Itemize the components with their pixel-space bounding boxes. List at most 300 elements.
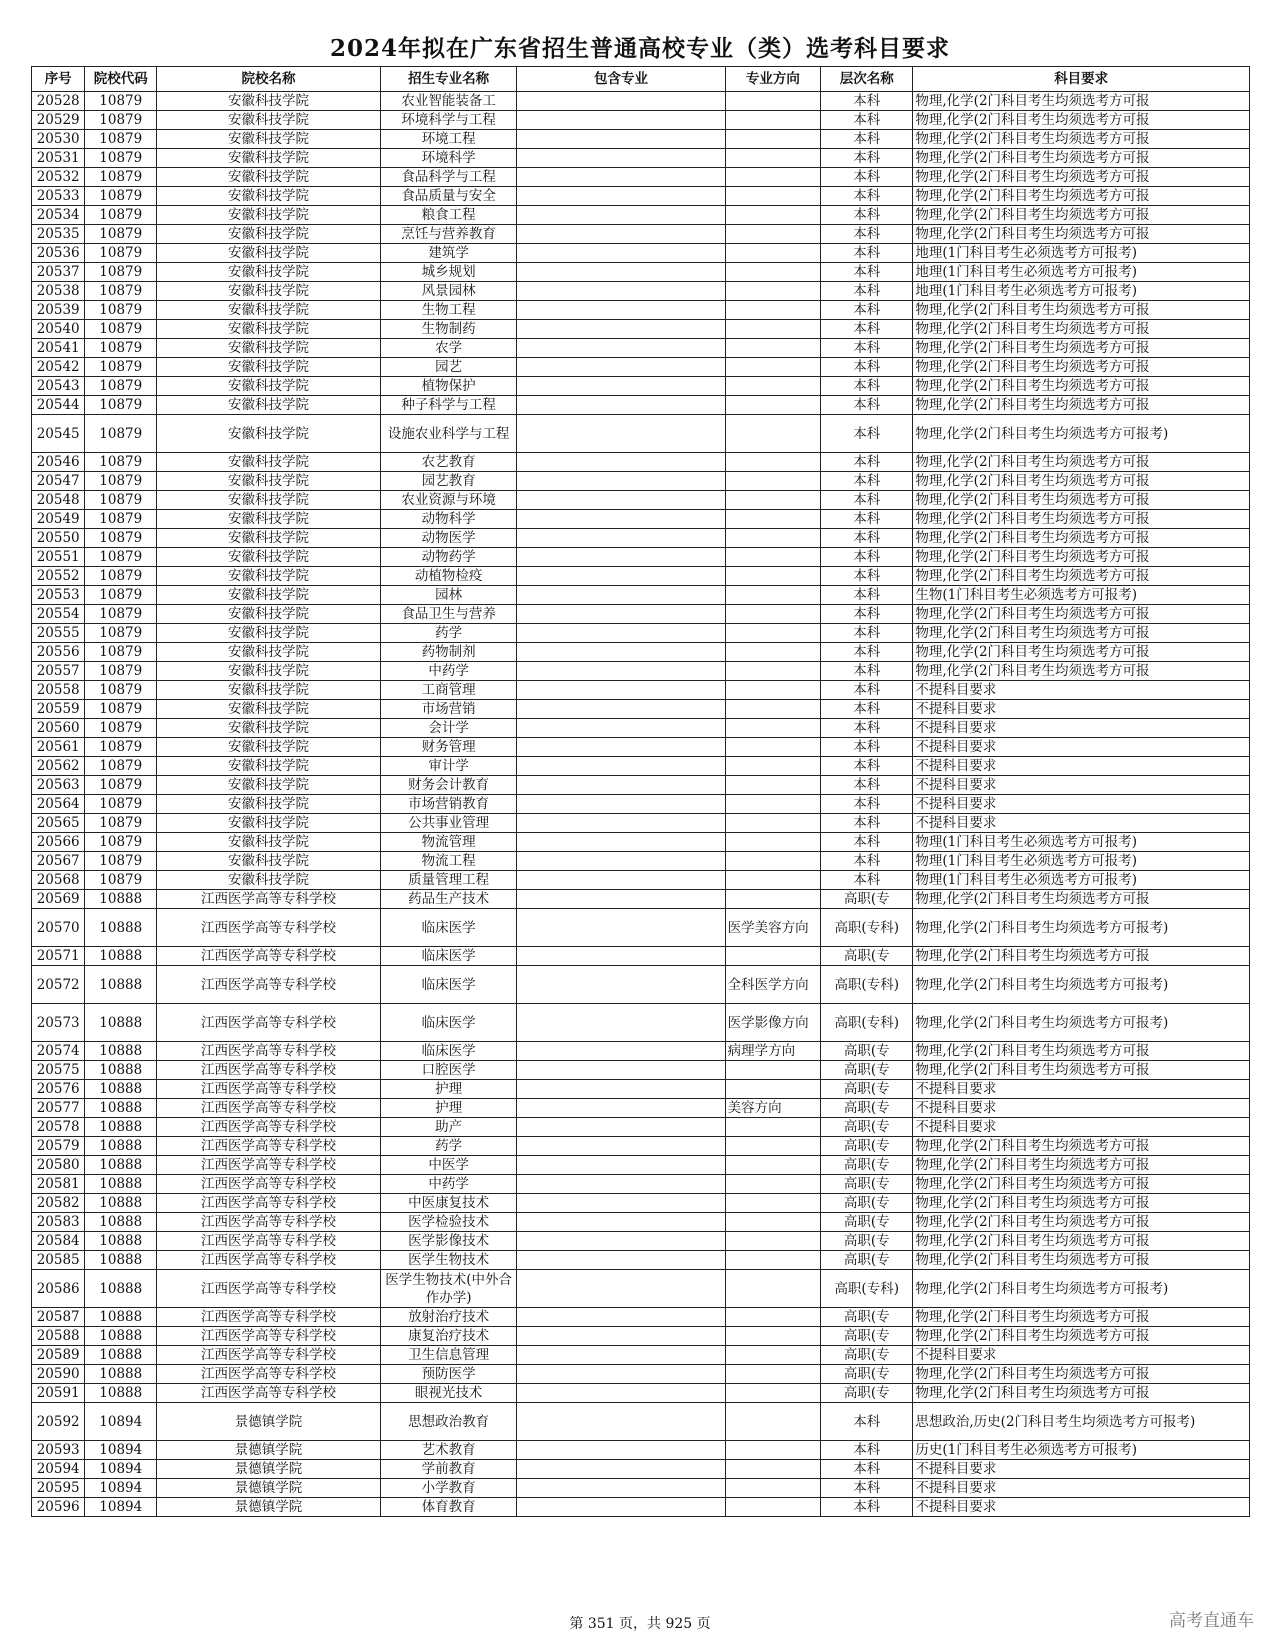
- cell-serial: 20586: [32, 1270, 85, 1308]
- cell-included-majors: [517, 605, 725, 624]
- cell-major-direction: [725, 1441, 820, 1460]
- cell-subject-requirement: 不提科目要求: [913, 1080, 1250, 1099]
- cell-included-majors: [517, 301, 725, 320]
- cell-serial: 20548: [32, 491, 85, 510]
- cell-level: 本科: [821, 776, 913, 795]
- cell-subject-requirement: 物理,化学(2门科目考生均须选考方可报: [913, 890, 1250, 909]
- table-row: [32, 1118, 1250, 1137]
- cell-subject-requirement: 物理,化学(2门科目考生均须选考方可报: [913, 453, 1250, 472]
- cell-level: 本科: [821, 795, 913, 814]
- cell-included-majors: [517, 358, 725, 377]
- cell-school-name: 安徽科技学院: [157, 453, 381, 472]
- cell-included-majors: [517, 757, 725, 776]
- cell-included-majors: [517, 1080, 725, 1099]
- table-row: [32, 1042, 1250, 1061]
- cell-included-majors: [517, 567, 725, 586]
- cell-school-code: 10879: [85, 263, 157, 282]
- cell-major-direction: [725, 757, 820, 776]
- cell-major-name: 植物保护: [380, 377, 516, 396]
- cell-school-name: 景德镇学院: [157, 1498, 381, 1517]
- corner-watermark-text: 高考直通车: [1169, 1611, 1254, 1631]
- cell-major-direction: [725, 396, 820, 415]
- header-level: 层次名称: [821, 67, 913, 92]
- cell-school-name: 江西医学高等专科学校: [157, 1365, 381, 1384]
- table-row: [32, 833, 1250, 852]
- cell-major-direction: [725, 548, 820, 567]
- cell-school-name: 安徽科技学院: [157, 377, 381, 396]
- cell-school-name: 江西医学高等专科学校: [157, 1099, 381, 1118]
- cell-school-code: 10879: [85, 415, 157, 453]
- cell-school-name: 安徽科技学院: [157, 472, 381, 491]
- cell-serial: 20534: [32, 206, 85, 225]
- cell-school-code: 10879: [85, 244, 157, 263]
- cell-subject-requirement: 物理,化学(2门科目考生均须选考方可报: [913, 339, 1250, 358]
- cell-major-name: 农业资源与环境: [380, 491, 516, 510]
- cell-school-code: 10879: [85, 567, 157, 586]
- cell-included-majors: [517, 586, 725, 605]
- cell-included-majors: [517, 263, 725, 282]
- cell-serial: 20536: [32, 244, 85, 263]
- header-subject-requirement: 科目要求: [913, 67, 1250, 92]
- cell-major-direction: 医学美容方向: [725, 909, 820, 947]
- cell-school-name: 景德镇学院: [157, 1460, 381, 1479]
- cell-level: 本科: [821, 529, 913, 548]
- cell-included-majors: [517, 548, 725, 567]
- cell-major-direction: [725, 1118, 820, 1137]
- cell-serial: 20538: [32, 282, 85, 301]
- cell-serial: 20576: [32, 1080, 85, 1099]
- cell-level: 本科: [821, 833, 913, 852]
- cell-school-code: 10894: [85, 1403, 157, 1441]
- cell-school-name: 安徽科技学院: [157, 149, 381, 168]
- cell-school-name: 安徽科技学院: [157, 396, 381, 415]
- cell-subject-requirement: 不提科目要求: [913, 738, 1250, 757]
- cell-included-majors: [517, 795, 725, 814]
- cell-subject-requirement: 物理,化学(2门科目考生均须选考方可报: [913, 605, 1250, 624]
- cell-school-name: 江西医学高等专科学校: [157, 947, 381, 966]
- cell-level: 本科: [821, 377, 913, 396]
- cell-major-direction: [725, 567, 820, 586]
- cell-major-direction: [725, 1251, 820, 1270]
- cell-serial: 20595: [32, 1479, 85, 1498]
- table-row: [32, 187, 1250, 206]
- cell-serial: 20553: [32, 586, 85, 605]
- table-row: [32, 377, 1250, 396]
- cell-subject-requirement: 物理,化学(2门科目考生均须选考方可报: [913, 1308, 1250, 1327]
- cell-major-direction: [725, 947, 820, 966]
- cell-major-direction: [725, 624, 820, 643]
- cell-serial: 20568: [32, 871, 85, 890]
- cell-included-majors: [517, 1175, 725, 1194]
- cell-level: 本科: [821, 510, 913, 529]
- cell-major-name: 学前教育: [380, 1460, 516, 1479]
- cell-school-code: 10879: [85, 757, 157, 776]
- cell-serial: 20556: [32, 643, 85, 662]
- cell-level: 高职(专科): [821, 1004, 913, 1042]
- cell-major-name: 药学: [380, 624, 516, 643]
- table-row: [32, 852, 1250, 871]
- cell-major-name: 环境工程: [380, 130, 516, 149]
- cell-major-name: 卫生信息管理: [380, 1346, 516, 1365]
- cell-school-code: 10879: [85, 605, 157, 624]
- cell-subject-requirement: 物理,化学(2门科目考生均须选考方可报: [913, 567, 1250, 586]
- cell-level: 本科: [821, 168, 913, 187]
- cell-major-name: 食品卫生与营养: [380, 605, 516, 624]
- cell-level: 本科: [821, 871, 913, 890]
- cell-subject-requirement: 不提科目要求: [913, 1099, 1250, 1118]
- cell-included-majors: [517, 111, 725, 130]
- cell-serial: 20581: [32, 1175, 85, 1194]
- cell-serial: 20579: [32, 1137, 85, 1156]
- cell-major-direction: [725, 871, 820, 890]
- cell-included-majors: [517, 1251, 725, 1270]
- cell-serial: 20532: [32, 168, 85, 187]
- cell-major-name: 建筑学: [380, 244, 516, 263]
- cell-major-name: 动植物检疫: [380, 567, 516, 586]
- cell-major-name: 会计学: [380, 719, 516, 738]
- cell-serial: 20558: [32, 681, 85, 700]
- cell-major-name: 医学生物技术(中外合作办学): [380, 1270, 516, 1308]
- table-row: [32, 529, 1250, 548]
- cell-major-name: 工商管理: [380, 681, 516, 700]
- cell-school-name: 安徽科技学院: [157, 320, 381, 339]
- cell-major-direction: [725, 1080, 820, 1099]
- cell-included-majors: [517, 225, 725, 244]
- cell-major-direction: [725, 491, 820, 510]
- cell-school-code: 10879: [85, 225, 157, 244]
- cell-school-code: 10888: [85, 890, 157, 909]
- cell-serial: 20551: [32, 548, 85, 567]
- cell-school-name: 江西医学高等专科学校: [157, 1175, 381, 1194]
- cell-level: 高职(专: [821, 1061, 913, 1080]
- cell-level: 本科: [821, 719, 913, 738]
- cell-subject-requirement: 物理,化学(2门科目考生均须选考方可报: [913, 377, 1250, 396]
- cell-major-direction: [725, 1308, 820, 1327]
- cell-school-code: 10879: [85, 111, 157, 130]
- cell-major-name: 眼视光技术: [380, 1384, 516, 1403]
- cell-major-name: 生物制药: [380, 320, 516, 339]
- cell-school-name: 景德镇学院: [157, 1441, 381, 1460]
- cell-major-name: 公共事业管理: [380, 814, 516, 833]
- cell-included-majors: [517, 1042, 725, 1061]
- cell-school-name: 安徽科技学院: [157, 225, 381, 244]
- cell-major-direction: 病理学方向: [725, 1042, 820, 1061]
- cell-major-name: 环境科学: [380, 149, 516, 168]
- cell-major-name: 中药学: [380, 662, 516, 681]
- cell-school-code: 10888: [85, 1308, 157, 1327]
- cell-serial: 20552: [32, 567, 85, 586]
- cell-major-name: 烹饪与营养教育: [380, 225, 516, 244]
- cell-major-name: 动物科学: [380, 510, 516, 529]
- cell-serial: 20557: [32, 662, 85, 681]
- cell-school-code: 10879: [85, 510, 157, 529]
- cell-major-direction: [725, 814, 820, 833]
- cell-serial: 20591: [32, 1384, 85, 1403]
- cell-major-direction: [725, 263, 820, 282]
- cell-serial: 20577: [32, 1099, 85, 1118]
- table-row: [32, 548, 1250, 567]
- cell-subject-requirement: 物理,化学(2门科目考生均须选考方可报考): [913, 909, 1250, 947]
- cell-school-name: 安徽科技学院: [157, 586, 381, 605]
- cell-school-code: 10888: [85, 1042, 157, 1061]
- cell-major-name: 康复治疗技术: [380, 1327, 516, 1346]
- cell-level: 本科: [821, 491, 913, 510]
- cell-school-name: 安徽科技学院: [157, 415, 381, 453]
- cell-level: 高职(专: [821, 1213, 913, 1232]
- cell-major-name: 药品生产技术: [380, 890, 516, 909]
- cell-major-direction: [725, 1346, 820, 1365]
- cell-included-majors: [517, 453, 725, 472]
- cell-level: 本科: [821, 1403, 913, 1441]
- cell-level: 本科: [821, 206, 913, 225]
- cell-serial: 20565: [32, 814, 85, 833]
- subject-requirements-table: [31, 66, 1250, 1517]
- cell-subject-requirement: 物理,化学(2门科目考生均须选考方可报: [913, 1384, 1250, 1403]
- cell-school-name: 江西医学高等专科学校: [157, 1004, 381, 1042]
- cell-major-direction: [725, 662, 820, 681]
- cell-serial: 20570: [32, 909, 85, 947]
- cell-school-name: 安徽科技学院: [157, 282, 381, 301]
- cell-subject-requirement: 物理,化学(2门科目考生均须选考方可报: [913, 643, 1250, 662]
- cell-subject-requirement: 物理,化学(2门科目考生均须选考方可报: [913, 111, 1250, 130]
- cell-major-direction: [725, 529, 820, 548]
- cell-major-direction: [725, 1194, 820, 1213]
- cell-major-name: 体育教育: [380, 1498, 516, 1517]
- cell-school-code: 10879: [85, 187, 157, 206]
- cell-included-majors: [517, 491, 725, 510]
- cell-level: 高职(专: [821, 1194, 913, 1213]
- table-row: [32, 206, 1250, 225]
- table-row: [32, 567, 1250, 586]
- cell-school-name: 江西医学高等专科学校: [157, 1270, 381, 1308]
- cell-school-name: 安徽科技学院: [157, 757, 381, 776]
- cell-level: 本科: [821, 662, 913, 681]
- cell-level: 高职(专: [821, 890, 913, 909]
- cell-included-majors: [517, 966, 725, 1004]
- header-school-name: 院校名称: [157, 67, 381, 92]
- cell-level: 本科: [821, 244, 913, 263]
- cell-school-name: 安徽科技学院: [157, 92, 381, 111]
- cell-level: 本科: [821, 814, 913, 833]
- cell-school-code: 10879: [85, 852, 157, 871]
- cell-serial: 20554: [32, 605, 85, 624]
- cell-major-name: 风景园林: [380, 282, 516, 301]
- cell-major-direction: [725, 339, 820, 358]
- cell-level: 高职(专: [821, 1232, 913, 1251]
- cell-subject-requirement: 物理,化学(2门科目考生均须选考方可报: [913, 320, 1250, 339]
- cell-serial: 20585: [32, 1251, 85, 1270]
- cell-included-majors: [517, 1365, 725, 1384]
- cell-subject-requirement: 物理(1门科目考生必须选考方可报考): [913, 852, 1250, 871]
- cell-major-name: 临床医学: [380, 909, 516, 947]
- cell-level: 本科: [821, 339, 913, 358]
- cell-serial: 20571: [32, 947, 85, 966]
- table-row: [32, 358, 1250, 377]
- cell-major-name: 临床医学: [380, 1042, 516, 1061]
- cell-school-name: 安徽科技学院: [157, 529, 381, 548]
- cell-school-name: 安徽科技学院: [157, 643, 381, 662]
- cell-serial: 20541: [32, 339, 85, 358]
- cell-school-name: 江西医学高等专科学校: [157, 890, 381, 909]
- cell-level: 本科: [821, 1479, 913, 1498]
- cell-school-code: 10888: [85, 1213, 157, 1232]
- cell-school-name: 江西医学高等专科学校: [157, 1308, 381, 1327]
- cell-level: 本科: [821, 111, 913, 130]
- cell-included-majors: [517, 1308, 725, 1327]
- table-row: [32, 225, 1250, 244]
- cell-major-direction: 美容方向: [725, 1099, 820, 1118]
- cell-school-code: 10879: [85, 206, 157, 225]
- cell-level: 本科: [821, 149, 913, 168]
- cell-included-majors: [517, 377, 725, 396]
- table-row: [32, 776, 1250, 795]
- cell-school-name: 安徽科技学院: [157, 206, 381, 225]
- cell-major-direction: [725, 586, 820, 605]
- cell-included-majors: [517, 909, 725, 947]
- cell-school-code: 10879: [85, 472, 157, 491]
- table-row: [32, 1061, 1250, 1080]
- cell-level: 本科: [821, 472, 913, 491]
- cell-school-name: 江西医学高等专科学校: [157, 1080, 381, 1099]
- cell-major-name: 临床医学: [380, 966, 516, 1004]
- cell-included-majors: [517, 244, 725, 263]
- cell-subject-requirement: 物理,化学(2门科目考生均须选考方可报: [913, 1232, 1250, 1251]
- cell-level: 本科: [821, 567, 913, 586]
- cell-major-direction: [725, 643, 820, 662]
- cell-major-name: 粮食工程: [380, 206, 516, 225]
- cell-school-code: 10879: [85, 282, 157, 301]
- cell-major-name: 农业智能装备工: [380, 92, 516, 111]
- cell-major-name: 物流管理: [380, 833, 516, 852]
- cell-included-majors: [517, 776, 725, 795]
- cell-included-majors: [517, 1327, 725, 1346]
- cell-serial: 20559: [32, 700, 85, 719]
- cell-school-name: 安徽科技学院: [157, 111, 381, 130]
- cell-major-direction: [725, 1365, 820, 1384]
- cell-major-name: 动物医学: [380, 529, 516, 548]
- cell-school-name: 安徽科技学院: [157, 130, 381, 149]
- cell-included-majors: [517, 168, 725, 187]
- cell-subject-requirement: 物理,化学(2门科目考生均须选考方可报: [913, 947, 1250, 966]
- cell-included-majors: [517, 529, 725, 548]
- cell-major-direction: [725, 700, 820, 719]
- cell-school-name: 安徽科技学院: [157, 624, 381, 643]
- cell-subject-requirement: 地理(1门科目考生必须选考方可报考): [913, 263, 1250, 282]
- cell-major-direction: [725, 1270, 820, 1308]
- table-row: [32, 1099, 1250, 1118]
- cell-serial: 20596: [32, 1498, 85, 1517]
- cell-school-name: 安徽科技学院: [157, 301, 381, 320]
- cell-subject-requirement: 不提科目要求: [913, 719, 1250, 738]
- table-row: [32, 1403, 1250, 1441]
- cell-level: 本科: [821, 852, 913, 871]
- cell-major-direction: [725, 149, 820, 168]
- cell-serial: 20537: [32, 263, 85, 282]
- cell-school-name: 安徽科技学院: [157, 700, 381, 719]
- table-header-row: [32, 67, 1250, 92]
- cell-major-direction: [725, 111, 820, 130]
- cell-included-majors: [517, 415, 725, 453]
- cell-subject-requirement: 物理,化学(2门科目考生均须选考方可报: [913, 358, 1250, 377]
- cell-major-direction: [725, 605, 820, 624]
- table-row: [32, 1194, 1250, 1213]
- cell-serial: 20542: [32, 358, 85, 377]
- cell-level: 高职(专: [821, 947, 913, 966]
- cell-major-direction: [725, 890, 820, 909]
- cell-included-majors: [517, 1479, 725, 1498]
- cell-included-majors: [517, 187, 725, 206]
- cell-school-code: 10879: [85, 92, 157, 111]
- cell-school-name: 安徽科技学院: [157, 871, 381, 890]
- cell-school-code: 10879: [85, 301, 157, 320]
- cell-subject-requirement: 物理,化学(2门科目考生均须选考方可报: [913, 1213, 1250, 1232]
- cell-serial: 20589: [32, 1346, 85, 1365]
- cell-serial: 20582: [32, 1194, 85, 1213]
- cell-school-name: 安徽科技学院: [157, 567, 381, 586]
- table-row: [32, 301, 1250, 320]
- cell-subject-requirement: 不提科目要求: [913, 776, 1250, 795]
- header-included-majors: 包含专业: [517, 67, 725, 92]
- cell-included-majors: [517, 510, 725, 529]
- cell-major-name: 食品质量与安全: [380, 187, 516, 206]
- cell-school-code: 10888: [85, 1137, 157, 1156]
- cell-major-direction: [725, 1384, 820, 1403]
- cell-major-name: 园艺: [380, 358, 516, 377]
- cell-serial: 20563: [32, 776, 85, 795]
- cell-subject-requirement: 不提科目要求: [913, 681, 1250, 700]
- cell-included-majors: [517, 282, 725, 301]
- cell-serial: 20588: [32, 1327, 85, 1346]
- cell-subject-requirement: 不提科目要求: [913, 1346, 1250, 1365]
- table-row: [32, 1080, 1250, 1099]
- table-row: [32, 871, 1250, 890]
- cell-serial: 20543: [32, 377, 85, 396]
- table-row: [32, 339, 1250, 358]
- cell-included-majors: [517, 92, 725, 111]
- table-row: [32, 472, 1250, 491]
- cell-school-code: 10879: [85, 548, 157, 567]
- table-row: [32, 909, 1250, 947]
- cell-school-code: 10879: [85, 776, 157, 795]
- cell-major-name: 药学: [380, 1137, 516, 1156]
- cell-major-direction: [725, 681, 820, 700]
- cell-included-majors: [517, 662, 725, 681]
- page-title: 2024年拟在广东省招生普通高校专业（类）选考科目要求: [329, 35, 950, 62]
- cell-serial: 20594: [32, 1460, 85, 1479]
- table-row: [32, 1498, 1250, 1517]
- cell-major-direction: [725, 187, 820, 206]
- cell-major-direction: [725, 833, 820, 852]
- cell-school-code: 10879: [85, 377, 157, 396]
- cell-major-name: 医学检验技术: [380, 1213, 516, 1232]
- cell-level: 高职(专: [821, 1080, 913, 1099]
- cell-school-code: 10888: [85, 1270, 157, 1308]
- cell-subject-requirement: 物理,化学(2门科目考生均须选考方可报: [913, 1042, 1250, 1061]
- cell-major-name: 财务管理: [380, 738, 516, 757]
- cell-included-majors: [517, 1441, 725, 1460]
- cell-school-code: 10888: [85, 1251, 157, 1270]
- cell-serial: 20583: [32, 1213, 85, 1232]
- table-row: [32, 1479, 1250, 1498]
- cell-serial: 20530: [32, 130, 85, 149]
- cell-school-code: 10888: [85, 1004, 157, 1042]
- cell-major-direction: [725, 1213, 820, 1232]
- cell-school-name: 安徽科技学院: [157, 738, 381, 757]
- cell-major-direction: [725, 415, 820, 453]
- cell-major-name: 小学教育: [380, 1479, 516, 1498]
- cell-subject-requirement: 物理,化学(2门科目考生均须选考方可报: [913, 1156, 1250, 1175]
- cell-level: 本科: [821, 130, 913, 149]
